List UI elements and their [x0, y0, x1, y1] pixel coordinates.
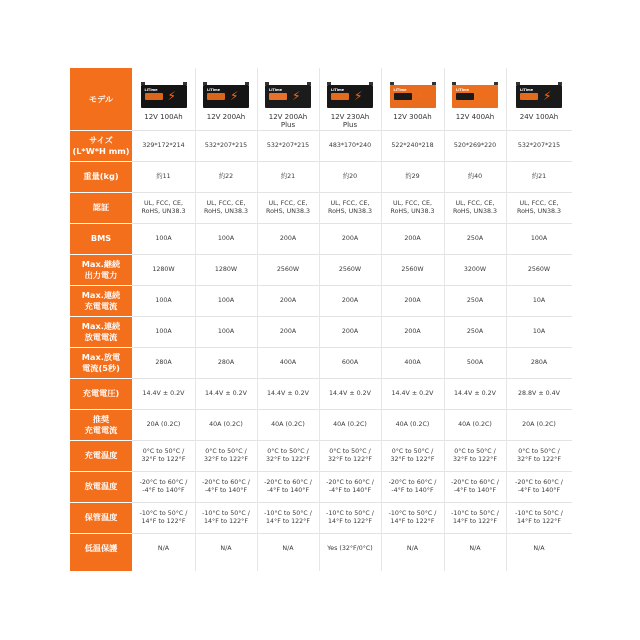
cell-recommended-charge: 40A (0.2C) — [209, 420, 243, 428]
brand-logo: LiTime — [331, 88, 345, 92]
cell-storage-temp: -10°C to 50°C / 14°F to 122°F — [515, 509, 563, 525]
cell-weight: 約21 — [531, 172, 547, 180]
cell-storage-temp: -10°C to 50°C / 14°F to 122°F — [264, 509, 312, 525]
cell-peak-discharge: 280A — [155, 358, 172, 366]
cell-charge-current: 200A — [341, 296, 359, 304]
brand-logo: LiTime — [456, 88, 470, 92]
brand-logo: LiTime — [144, 88, 158, 92]
cell-charge-voltage: 14.4V ± 0.2V — [454, 389, 496, 397]
battery-12v-230ah-plus-icon: ⚡ LiTime — [327, 82, 373, 108]
cell-size: 532*207*215 — [266, 141, 310, 149]
spec-comparison-table — [70, 68, 572, 571]
label-divider — [70, 130, 132, 131]
row-label-size: サイズ (L*W*H mm) — [72, 134, 130, 156]
cell-bms: 100A — [155, 234, 172, 242]
cell-charge-current: 10A — [532, 296, 546, 304]
cell-discharge-temp: -20°C to 60°C / -4°F to 140°F — [139, 478, 188, 494]
cell-cert: UL, FCC, CE, RoHS, UN38.3 — [141, 199, 186, 215]
battery-12v-300ah-icon: ⚡ LiTime — [390, 82, 436, 108]
cell-storage-temp: -10°C to 50°C / 14°F to 122°F — [202, 509, 250, 525]
cell-cert: UL, FCC, CE, RoHS, UN38.3 — [452, 199, 498, 215]
model-name: 12V 100Ah — [144, 113, 183, 121]
cell-bms: 100A — [530, 234, 548, 242]
cell-discharge-temp: -20°C to 60°C / -4°F to 140°F — [451, 478, 499, 494]
label-divider — [70, 471, 132, 472]
cell-low-temp-protection: N/A — [220, 544, 232, 552]
model-name: 24V 100Ah — [519, 113, 559, 121]
row-label-bms: BMS — [90, 233, 112, 243]
battery-24v-100ah-icon: ⚡ LiTime — [516, 82, 562, 108]
cell-discharge-temp: -20°C to 60°C / -4°F to 140°F — [388, 478, 437, 494]
model-name: 12V 200Ah — [206, 113, 246, 121]
cell-bms: 100A — [217, 234, 235, 242]
cell-size: 483*170*240 — [328, 141, 372, 149]
cell-peak-discharge: 500A — [466, 358, 484, 366]
label-divider — [70, 378, 132, 379]
cell-recommended-charge: 40A (0.2C) — [458, 420, 492, 428]
cell-size: 532*207*215 — [204, 141, 248, 149]
cell-bms: 200A — [279, 234, 297, 242]
row-label-model: モデル — [88, 93, 114, 104]
cell-cert: UL, FCC, CE, RoHS, UN38.3 — [390, 199, 435, 215]
cell-weight: 約29 — [405, 172, 420, 180]
cell-charge-temp: 0°C to 50°C / 32°F to 122°F — [266, 447, 310, 463]
cell-discharge-current: 200A — [341, 327, 359, 335]
cell-discharge-current: 250A — [466, 327, 484, 335]
cell-discharge-temp: -20°C to 60°C / -4°F to 140°F — [202, 478, 250, 494]
label-divider — [70, 533, 132, 534]
cell-discharge-temp: -20°C to 60°C / -4°F to 140°F — [264, 478, 312, 494]
cell-charge-temp: 0°C to 50°C / 32°F to 122°F — [141, 447, 186, 463]
row-label-peak-discharge: Max.放電 電流(5秒) — [81, 351, 121, 373]
cell-peak-discharge: 280A — [217, 358, 235, 366]
cell-max-power: 2560W — [276, 265, 300, 273]
cell-weight: 約20 — [342, 172, 358, 180]
cell-weight: 約40 — [467, 172, 483, 180]
cell-discharge-current: 200A — [404, 327, 421, 335]
label-divider — [70, 161, 132, 162]
cell-peak-discharge: 600A — [341, 358, 359, 366]
cell-charge-voltage: 14.4V ± 0.2V — [205, 389, 247, 397]
row-label-charge-temp: 充電温度 — [84, 450, 118, 460]
label-divider — [70, 316, 132, 317]
cell-recommended-charge: 40A (0.2C) — [395, 420, 430, 428]
cell-discharge-current: 100A — [217, 327, 235, 335]
cell-low-temp-protection: N/A — [157, 544, 170, 552]
label-divider — [70, 347, 132, 348]
cell-discharge-temp: -20°C to 60°C / -4°F to 140°F — [326, 478, 374, 494]
cell-max-power: 2560W — [527, 265, 551, 273]
model-name: 12V 300Ah — [393, 113, 432, 121]
cell-storage-temp: -10°C to 50°C / 14°F to 122°F — [139, 509, 188, 525]
cell-discharge-current: 200A — [279, 327, 297, 335]
cell-charge-temp: 0°C to 50°C / 32°F to 122°F — [204, 447, 248, 463]
cell-size: 520*269*220 — [453, 141, 497, 149]
cell-discharge-temp: -20°C to 60°C / -4°F to 140°F — [515, 478, 563, 494]
brand-logo: LiTime — [269, 88, 283, 92]
cell-cert: UL, FCC, CE, RoHS, UN38.3 — [265, 199, 311, 215]
cell-weight: 約21 — [280, 172, 296, 180]
cell-bms: 200A — [404, 234, 421, 242]
cell-low-temp-protection: Yes (32°F/0°C) — [327, 544, 373, 552]
brand-logo: LiTime — [393, 88, 407, 92]
cell-recommended-charge: 20A (0.2C) — [522, 420, 556, 428]
cell-max-power: 1280W — [214, 265, 238, 273]
row-label-charge-current: Max.連続 充電電流 — [81, 289, 121, 311]
brand-logo: LiTime — [207, 88, 221, 92]
row-label-storage-temp: 保管温度 — [84, 512, 118, 522]
cell-cert: UL, FCC, CE, RoHS, UN38.3 — [203, 199, 249, 215]
cell-charge-current: 100A — [155, 296, 172, 304]
row-label-weight: 重量(kg) — [83, 171, 119, 181]
row-label-max-power: Max.継続 出力電力 — [81, 258, 121, 280]
cell-weight: 約22 — [218, 172, 234, 180]
cell-storage-temp: -10°C to 50°C / 14°F to 122°F — [388, 509, 437, 525]
battery-12v-200ah-plus-icon: ⚡ LiTime — [265, 82, 311, 108]
battery-12v-200ah-icon: ⚡ LiTime — [203, 82, 249, 108]
cell-storage-temp: -10°C to 50°C / 14°F to 122°F — [326, 509, 374, 525]
battery-12v-100ah-icon: ⚡ LiTime — [141, 82, 187, 108]
label-divider — [70, 285, 132, 286]
cell-size: 532*207*215 — [517, 141, 561, 149]
brand-logo: LiTime — [520, 88, 534, 92]
cell-max-power: 3200W — [463, 265, 487, 273]
label-divider — [70, 440, 132, 441]
cell-bms: 200A — [341, 234, 359, 242]
cell-weight: 約11 — [156, 172, 171, 180]
label-divider — [70, 502, 132, 503]
cell-size: 329*172*214 — [142, 141, 185, 149]
row-label-discharge-temp: 放電温度 — [84, 481, 118, 491]
cell-charge-current: 200A — [279, 296, 297, 304]
cell-low-temp-protection: N/A — [469, 544, 481, 552]
cell-peak-discharge: 400A — [404, 358, 421, 366]
cell-size: 522*240*218 — [391, 141, 434, 149]
model-name: 12V 230Ah Plus — [330, 113, 370, 129]
cell-max-power: 1280W — [152, 265, 175, 273]
cell-low-temp-protection: N/A — [282, 544, 294, 552]
cell-charge-current: 200A — [404, 296, 421, 304]
model-name: 12V 400Ah — [455, 113, 495, 121]
cell-cert: UL, FCC, CE, RoHS, UN38.3 — [327, 199, 373, 215]
cell-recommended-charge: 40A (0.2C) — [333, 420, 367, 428]
row-label-charge-voltage: 充電電圧) — [82, 388, 120, 398]
cell-charge-temp: 0°C to 50°C / 32°F to 122°F — [390, 447, 435, 463]
cell-charge-temp: 0°C to 50°C / 32°F to 122°F — [453, 447, 497, 463]
cell-recommended-charge: 40A (0.2C) — [271, 420, 305, 428]
label-divider — [70, 223, 132, 224]
cell-charge-temp: 0°C to 50°C / 32°F to 122°F — [328, 447, 372, 463]
cell-cert: UL, FCC, CE, RoHS, UN38.3 — [516, 199, 562, 215]
cell-charge-voltage: 14.4V ± 0.2V — [329, 389, 371, 397]
model-name: 12V 200Ah Plus — [268, 113, 308, 129]
label-divider — [70, 409, 132, 410]
label-divider — [70, 192, 132, 193]
cell-charge-current: 250A — [466, 296, 484, 304]
cell-discharge-current: 10A — [532, 327, 546, 335]
label-divider — [70, 254, 132, 255]
cell-charge-current: 100A — [217, 296, 235, 304]
row-label-discharge-current: Max.連続 放電電流 — [81, 320, 121, 342]
cell-charge-voltage: 14.4V ± 0.2V — [391, 389, 434, 397]
cell-discharge-current: 100A — [155, 327, 172, 335]
battery-12v-400ah-icon: ⚡ LiTime — [452, 82, 498, 108]
row-label-low-temp-protection: 低温保護 — [84, 543, 118, 553]
cell-peak-discharge: 400A — [279, 358, 297, 366]
cell-charge-voltage: 14.4V ± 0.2V — [142, 389, 185, 397]
cell-bms: 250A — [466, 234, 484, 242]
cell-recommended-charge: 20A (0.2C) — [146, 420, 181, 428]
cell-low-temp-protection: N/A — [533, 544, 545, 552]
cell-low-temp-protection: N/A — [406, 544, 419, 552]
cell-storage-temp: -10°C to 50°C / 14°F to 122°F — [451, 509, 499, 525]
cell-charge-temp: 0°C to 50°C / 32°F to 122°F — [517, 447, 561, 463]
cell-charge-voltage: 14.4V ± 0.2V — [267, 389, 309, 397]
row-label-cert: 認証 — [92, 202, 110, 212]
cell-charge-voltage: 28.8V ± 0.4V — [518, 389, 560, 397]
cell-peak-discharge: 280A — [530, 358, 548, 366]
cell-max-power: 2560W — [401, 265, 424, 273]
row-label-recommended-charge: 推奨 充電電流 — [84, 413, 118, 435]
cell-max-power: 2560W — [338, 265, 362, 273]
